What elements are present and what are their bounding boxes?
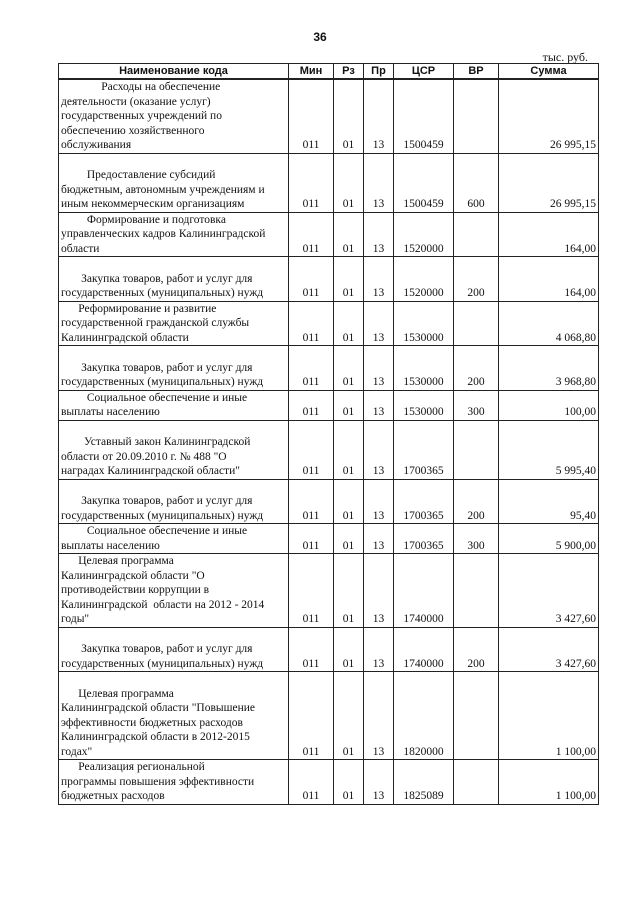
cell-name: Закупка товаров, работ и услуг для государственных (муниципальных) нужд	[59, 257, 289, 302]
cell-sum: 164,00	[499, 212, 599, 257]
cell-csr: 1820000	[394, 672, 454, 760]
cell-pr: 13	[364, 524, 394, 554]
cell-csr: 1500459	[394, 153, 454, 212]
cell-min: 011	[289, 212, 334, 257]
cell-sum: 4 068,80	[499, 301, 599, 346]
cell-pr: 13	[364, 554, 394, 628]
cell-sum: 95,40	[499, 479, 599, 524]
cell-rz: 01	[334, 554, 364, 628]
cell-min: 011	[289, 524, 334, 554]
cell-pr: 13	[364, 257, 394, 302]
cell-name: Закупка товаров, работ и услуг для государственных (муниципальных) нужд	[59, 479, 289, 524]
budget-table	[58, 63, 599, 805]
cell-name: Закупка товаров, работ и услуг для государственных (муниципальных) нужд	[59, 346, 289, 391]
cell-name: Социальное обеспечение и иные выплаты населению	[59, 390, 289, 420]
cell-min: 011	[289, 346, 334, 391]
header-rz: Рз	[334, 64, 364, 80]
cell-csr: 1740000	[394, 554, 454, 628]
cell-csr: 1530000	[394, 390, 454, 420]
cell-sum: 164,00	[499, 257, 599, 302]
cell-pr: 13	[364, 301, 394, 346]
cell-min: 011	[289, 79, 334, 153]
table-row	[59, 390, 599, 420]
cell-pr: 13	[364, 760, 394, 805]
cell-csr: 1520000	[394, 257, 454, 302]
cell-csr: 1825089	[394, 760, 454, 805]
cell-pr: 13	[364, 627, 394, 672]
table-row	[59, 524, 599, 554]
cell-min: 011	[289, 390, 334, 420]
cell-rz: 01	[334, 257, 364, 302]
cell-pr: 13	[364, 212, 394, 257]
table-row	[59, 153, 599, 212]
cell-sum: 1 100,00	[499, 672, 599, 760]
cell-pr: 13	[364, 79, 394, 153]
cell-vr: 200	[454, 346, 499, 391]
cell-name: Целевая программа Калининградской области "Повышение эффективности бюджетных расходов Калининградской области в 2012-2015 годах"	[59, 672, 289, 760]
cell-vr: 200	[454, 257, 499, 302]
cell-name: Предоставление субсидий бюджетным, автономным учреждениям и иным некоммерческим организациям	[59, 153, 289, 212]
table-row	[59, 627, 599, 672]
cell-pr: 13	[364, 672, 394, 760]
table-row	[59, 479, 599, 524]
cell-vr	[454, 760, 499, 805]
cell-sum: 100,00	[499, 390, 599, 420]
header-vr: ВР	[454, 64, 499, 80]
cell-csr: 1530000	[394, 346, 454, 391]
cell-min: 011	[289, 554, 334, 628]
cell-name: Социальное обеспечение и иные выплаты населению	[59, 524, 289, 554]
cell-rz: 01	[334, 212, 364, 257]
cell-csr: 1740000	[394, 627, 454, 672]
cell-sum: 26 995,15	[499, 153, 599, 212]
cell-csr: 1520000	[394, 212, 454, 257]
cell-rz: 01	[334, 153, 364, 212]
cell-min: 011	[289, 301, 334, 346]
header-name: Наименование кода	[59, 64, 289, 80]
table-row	[59, 672, 599, 760]
cell-rz: 01	[334, 627, 364, 672]
cell-vr: 300	[454, 390, 499, 420]
cell-min: 011	[289, 627, 334, 672]
cell-min: 011	[289, 153, 334, 212]
cell-min: 011	[289, 420, 334, 479]
cell-min: 011	[289, 672, 334, 760]
cell-name: Уставный закон Калининградской области от 20.09.2010 г. № 488 "О наградах Калининградской области"	[59, 420, 289, 479]
cell-sum: 5 995,40	[499, 420, 599, 479]
table-header-row	[59, 64, 599, 80]
cell-sum: 5 900,00	[499, 524, 599, 554]
table-row	[59, 212, 599, 257]
cell-csr: 1700365	[394, 420, 454, 479]
header-min: Мин	[289, 64, 334, 80]
cell-csr: 1500459	[394, 79, 454, 153]
cell-pr: 13	[364, 390, 394, 420]
cell-rz: 01	[334, 479, 364, 524]
cell-name: Закупка товаров, работ и услуг для государственных (муниципальных) нужд	[59, 627, 289, 672]
cell-vr: 600	[454, 153, 499, 212]
cell-sum: 3 427,60	[499, 554, 599, 628]
cell-pr: 13	[364, 346, 394, 391]
cell-csr: 1700365	[394, 524, 454, 554]
cell-vr: 200	[454, 479, 499, 524]
cell-min: 011	[289, 760, 334, 805]
cell-vr	[454, 420, 499, 479]
cell-vr	[454, 301, 499, 346]
cell-min: 011	[289, 479, 334, 524]
cell-sum: 1 100,00	[499, 760, 599, 805]
cell-rz: 01	[334, 672, 364, 760]
cell-vr	[454, 79, 499, 153]
cell-rz: 01	[334, 346, 364, 391]
table-row	[59, 79, 599, 153]
cell-vr	[454, 672, 499, 760]
cell-min: 011	[289, 257, 334, 302]
cell-name: Реализация региональной программы повышения эффективности бюджетных расходов	[59, 760, 289, 805]
cell-rz: 01	[334, 390, 364, 420]
table-row	[59, 301, 599, 346]
header-pr: Пр	[364, 64, 394, 80]
table-row	[59, 420, 599, 479]
table-row	[59, 257, 599, 302]
cell-vr: 200	[454, 627, 499, 672]
cell-csr: 1530000	[394, 301, 454, 346]
table-row	[59, 346, 599, 391]
cell-rz: 01	[334, 420, 364, 479]
cell-rz: 01	[334, 760, 364, 805]
table-row	[59, 760, 599, 805]
cell-rz: 01	[334, 79, 364, 153]
header-csr: ЦСР	[394, 64, 454, 80]
cell-sum: 3 427,60	[499, 627, 599, 672]
table-body	[59, 79, 599, 804]
page-number: 36	[313, 30, 327, 44]
cell-vr: 300	[454, 524, 499, 554]
cell-pr: 13	[364, 420, 394, 479]
cell-sum: 3 968,80	[499, 346, 599, 391]
cell-rz: 01	[334, 301, 364, 346]
cell-name: Формирование и подготовка управленческих кадров Калининградской области	[59, 212, 289, 257]
cell-name: Расходы на обеспечение деятельности (оказание услуг) государственных учреждений по обеспечению хозяйственного обслуживания	[59, 79, 289, 153]
units-label: тыс. руб.	[542, 50, 588, 64]
cell-vr	[454, 554, 499, 628]
cell-csr: 1700365	[394, 479, 454, 524]
cell-rz: 01	[334, 524, 364, 554]
cell-sum: 26 995,15	[499, 79, 599, 153]
cell-name: Реформирование и развитие государственной гражданской службы Калининградской области	[59, 301, 289, 346]
cell-pr: 13	[364, 479, 394, 524]
cell-pr: 13	[364, 153, 394, 212]
cell-vr	[454, 212, 499, 257]
header-sum: Сумма	[499, 64, 599, 80]
cell-name: Целевая программа Калининградской области "О противодействии коррупции в Калининградской области на 2012 - 2014 годы"	[59, 554, 289, 628]
table-row	[59, 554, 599, 628]
